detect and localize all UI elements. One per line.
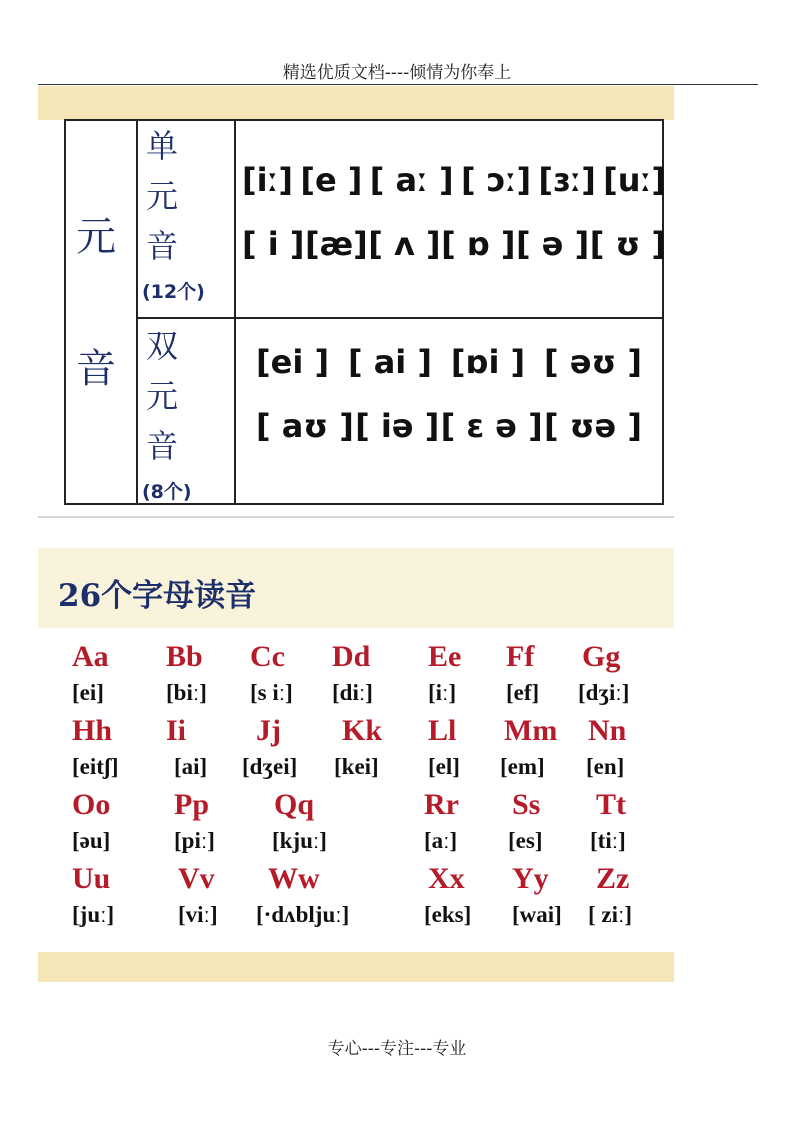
table-divider bbox=[136, 121, 138, 503]
alphabet-letter: Zz bbox=[596, 862, 630, 895]
diph-label-char: 双 bbox=[146, 327, 179, 365]
page-footer: 专心---专注---专业 bbox=[327, 1039, 467, 1059]
ipa-symbol: [e ] bbox=[300, 161, 363, 199]
ipa-symbol: [ ʌ ] bbox=[368, 225, 441, 263]
alphabet-phonetic: [ ziː] bbox=[588, 902, 633, 927]
alphabet-letter: Tt bbox=[596, 788, 626, 821]
diph-ipa-row-1 bbox=[256, 343, 642, 381]
ipa-symbol: [ i ] bbox=[242, 225, 305, 263]
alphabet-letter: Ii bbox=[166, 714, 187, 747]
alphabet-letter: Ff bbox=[506, 640, 535, 673]
alphabet-panel-band-bottom bbox=[38, 952, 674, 982]
ipa-symbol: [ ʊ ] bbox=[589, 225, 666, 263]
alphabet-letter: Ll bbox=[428, 714, 457, 747]
ipa-symbol: [ ɒ ] bbox=[441, 225, 516, 263]
alphabet-letter: Ee bbox=[428, 640, 462, 673]
alphabet-panel bbox=[38, 548, 674, 982]
alphabet-phonetic: [eks] bbox=[424, 902, 472, 927]
ipa-symbol: [ ɔː] bbox=[460, 161, 532, 199]
alphabet-phonetic: [dʒei] bbox=[242, 754, 298, 779]
alphabet-phonetic: [wai] bbox=[512, 902, 562, 927]
alphabet-letter: Bb bbox=[166, 640, 203, 673]
alphabet-letter: Cc bbox=[250, 640, 285, 673]
alphabet-letter: Jj bbox=[256, 714, 281, 747]
diph-ipa-row-2 bbox=[256, 407, 642, 445]
alphabet-letter: Mm bbox=[504, 714, 558, 747]
mono-label-char: 音 bbox=[146, 227, 179, 265]
vowel-chart-panel bbox=[38, 86, 674, 516]
ipa-symbol: [ ʊə ] bbox=[544, 407, 642, 445]
alphabet-letter: Oo bbox=[72, 788, 111, 821]
alphabet-letter: Qq bbox=[274, 788, 315, 821]
alphabet-phonetic: [·dʌbljuː] bbox=[256, 902, 350, 927]
ipa-symbol: [ əʊ ] bbox=[544, 343, 642, 381]
alphabet-phonetic: [juː] bbox=[72, 902, 115, 927]
table-divider bbox=[136, 317, 664, 319]
alphabet-phonetic: [biː] bbox=[166, 680, 207, 705]
alphabet-phonetic: [em] bbox=[500, 754, 545, 779]
ipa-symbol: [ ɛ ə ] bbox=[440, 407, 543, 445]
alphabet-phonetic: [ef] bbox=[506, 680, 540, 705]
vowel-table bbox=[64, 119, 664, 505]
ipa-symbol: [ aʊ ] bbox=[256, 407, 354, 445]
diph-label-char: 音 bbox=[146, 427, 179, 465]
mono-count: (12个) bbox=[142, 281, 205, 303]
alphabet-phonetic: [kei] bbox=[334, 754, 379, 779]
alphabet-letter: Hh bbox=[72, 714, 113, 747]
mono-ipa-row-1 bbox=[242, 161, 666, 199]
vowel-label-bottom: 音 bbox=[76, 346, 116, 392]
alphabet-title: 26个字母读音 bbox=[58, 578, 257, 614]
alphabet-phonetic: [el] bbox=[428, 754, 460, 779]
alphabet-phonetic: [dʒiː] bbox=[578, 680, 630, 705]
alphabet-letter: Uu bbox=[72, 862, 111, 895]
ipa-symbol: [ɜː] bbox=[538, 161, 596, 199]
alphabet-phonetic: [diː] bbox=[332, 680, 373, 705]
alphabet-letter: Rr bbox=[424, 788, 459, 821]
alphabet-phonetic: [s iː] bbox=[250, 680, 293, 705]
alphabet-phonetic: [viː] bbox=[178, 902, 218, 927]
alphabet-letter: Gg bbox=[582, 640, 621, 673]
alphabet-phonetic: [eitʃ] bbox=[72, 754, 119, 779]
alphabet-phonetic: [iː] bbox=[428, 680, 457, 705]
diph-count: (8个) bbox=[142, 481, 192, 503]
ipa-symbol: [æ] bbox=[304, 225, 368, 263]
vowel-label-top: 元 bbox=[76, 214, 116, 260]
alphabet-letter: Vv bbox=[178, 862, 215, 895]
mono-ipa-row-2 bbox=[242, 225, 666, 263]
alphabet-phonetic: [tiː] bbox=[590, 828, 626, 853]
alphabet-letter: Yy bbox=[512, 862, 549, 895]
ipa-symbol: [ ai ] bbox=[347, 343, 433, 381]
alphabet-phonetic: [əu] bbox=[72, 828, 111, 853]
alphabet-phonetic: [en] bbox=[586, 754, 625, 779]
alphabet-phonetic: [es] bbox=[508, 828, 543, 853]
ipa-symbol: [ ə ] bbox=[515, 225, 590, 263]
alphabet-phonetic: [piː] bbox=[174, 828, 215, 853]
vowel-panel-bottom-line bbox=[38, 516, 674, 518]
ipa-symbol: [uː] bbox=[603, 161, 666, 199]
alphabet-phonetic: [aː] bbox=[424, 828, 458, 853]
mono-label-char: 元 bbox=[146, 177, 179, 215]
mono-label-char: 单 bbox=[146, 127, 179, 165]
diph-label-char: 元 bbox=[146, 377, 179, 415]
alphabet-letter: Dd bbox=[332, 640, 371, 673]
ipa-symbol: [ aː ] bbox=[369, 161, 454, 199]
vowel-panel-band bbox=[38, 86, 674, 120]
alphabet-letter: Nn bbox=[588, 714, 627, 747]
alphabet-phonetic: [ai] bbox=[174, 754, 208, 779]
alphabet-letter: Kk bbox=[342, 714, 383, 747]
table-divider bbox=[234, 121, 236, 503]
ipa-symbol: [ei ] bbox=[256, 343, 330, 381]
alphabet-letter: Xx bbox=[428, 862, 465, 895]
alphabet-letter: Pp bbox=[174, 788, 210, 821]
header-divider bbox=[38, 84, 758, 85]
alphabet-letter: Ww bbox=[268, 862, 320, 895]
ipa-symbol: [ iə ] bbox=[355, 407, 440, 445]
header-text: 精选优质文档----倾情为你奉上 bbox=[282, 63, 512, 83]
alphabet-phonetic: [ei] bbox=[72, 680, 104, 705]
alphabet-letter: Ss bbox=[512, 788, 541, 821]
alphabet-letter: Aa bbox=[72, 640, 109, 673]
alphabet-phonetic: [kjuː] bbox=[272, 828, 327, 853]
ipa-symbol: [ɒi ] bbox=[450, 343, 526, 381]
ipa-symbol: [iː] bbox=[242, 161, 293, 199]
